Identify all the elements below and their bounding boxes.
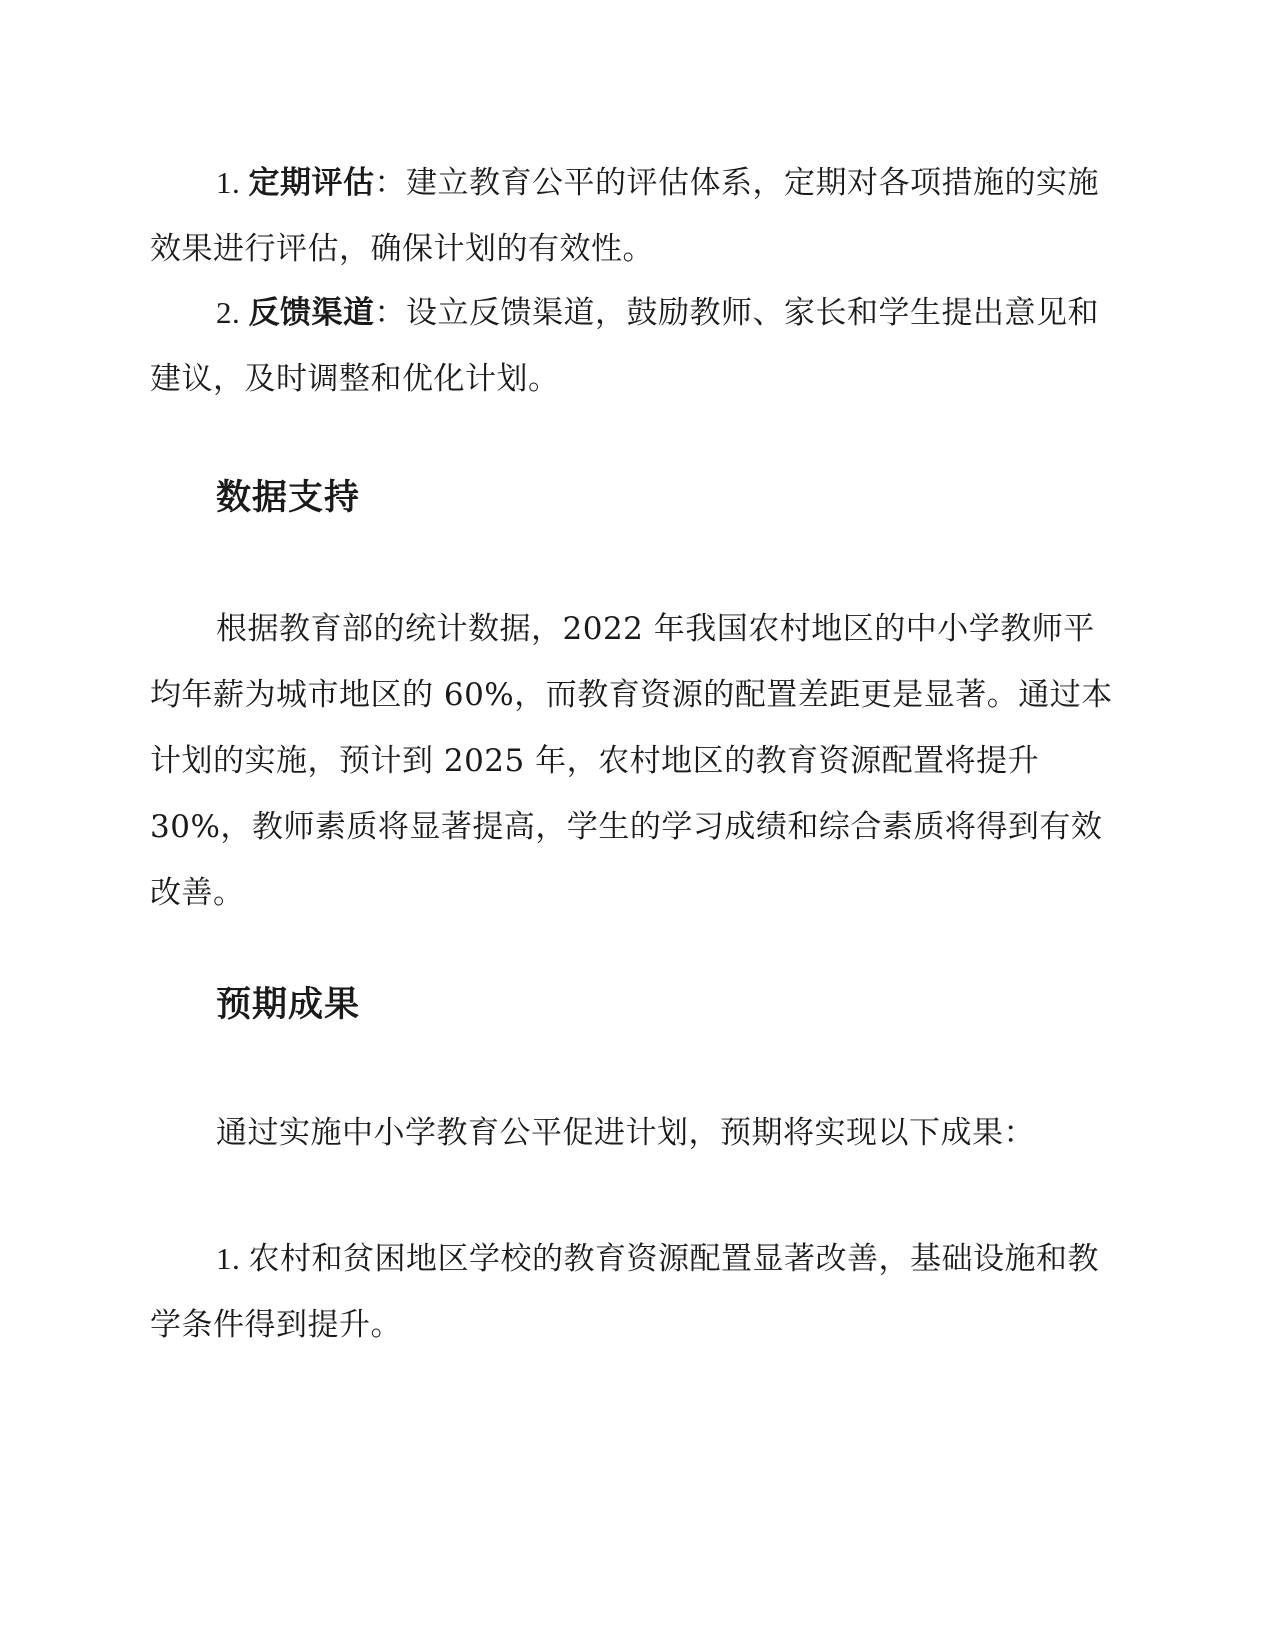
section-heading-data-support: 数据支持 [216, 478, 361, 518]
section-heading-expected-results: 预期成果 [216, 985, 361, 1025]
item-colon: ： [374, 295, 406, 331]
evaluation-item-2 [150, 280, 1125, 412]
item-colon: ： [374, 165, 406, 201]
item-term: 定期评估 [248, 165, 375, 201]
expected-result-item-1 [150, 1226, 1125, 1358]
item-number: 2. [216, 295, 249, 330]
item-number: 1. [216, 1241, 249, 1276]
item-text: 建立教育公平的评估体系，定期对各项措施的实施效果进行评估，确保计划的有效性。 [150, 165, 1099, 267]
expected-results-intro: 通过实施中小学教育公平促进计划，预期将实现以下成果： [216, 1115, 1035, 1151]
item-term: 反馈渠道 [248, 295, 375, 331]
evaluation-item-1 [150, 150, 1125, 282]
item-number: 1. [216, 165, 249, 200]
item-text: 设立反馈渠道，鼓励教师、家长和学生提出意见和建议，及时调整和优化计划。 [150, 295, 1099, 397]
item-text: 农村和贫困地区学校的教育资源配置显著改善，基础设施和教学条件得到提升。 [150, 1241, 1099, 1343]
data-support-paragraph: 根据教育部的统计数据，2022 年我国农村地区的中小学教师平均年薪为城市地区的 60%，而教育资源的配置差距更是显著。通过本计划的实施，预计到 2025 年，农村地区的教育资源配置将提升 30%，教师素质将显著提高，学生的学习成绩和综合素质将得到有效改善。 [150, 611, 1113, 911]
